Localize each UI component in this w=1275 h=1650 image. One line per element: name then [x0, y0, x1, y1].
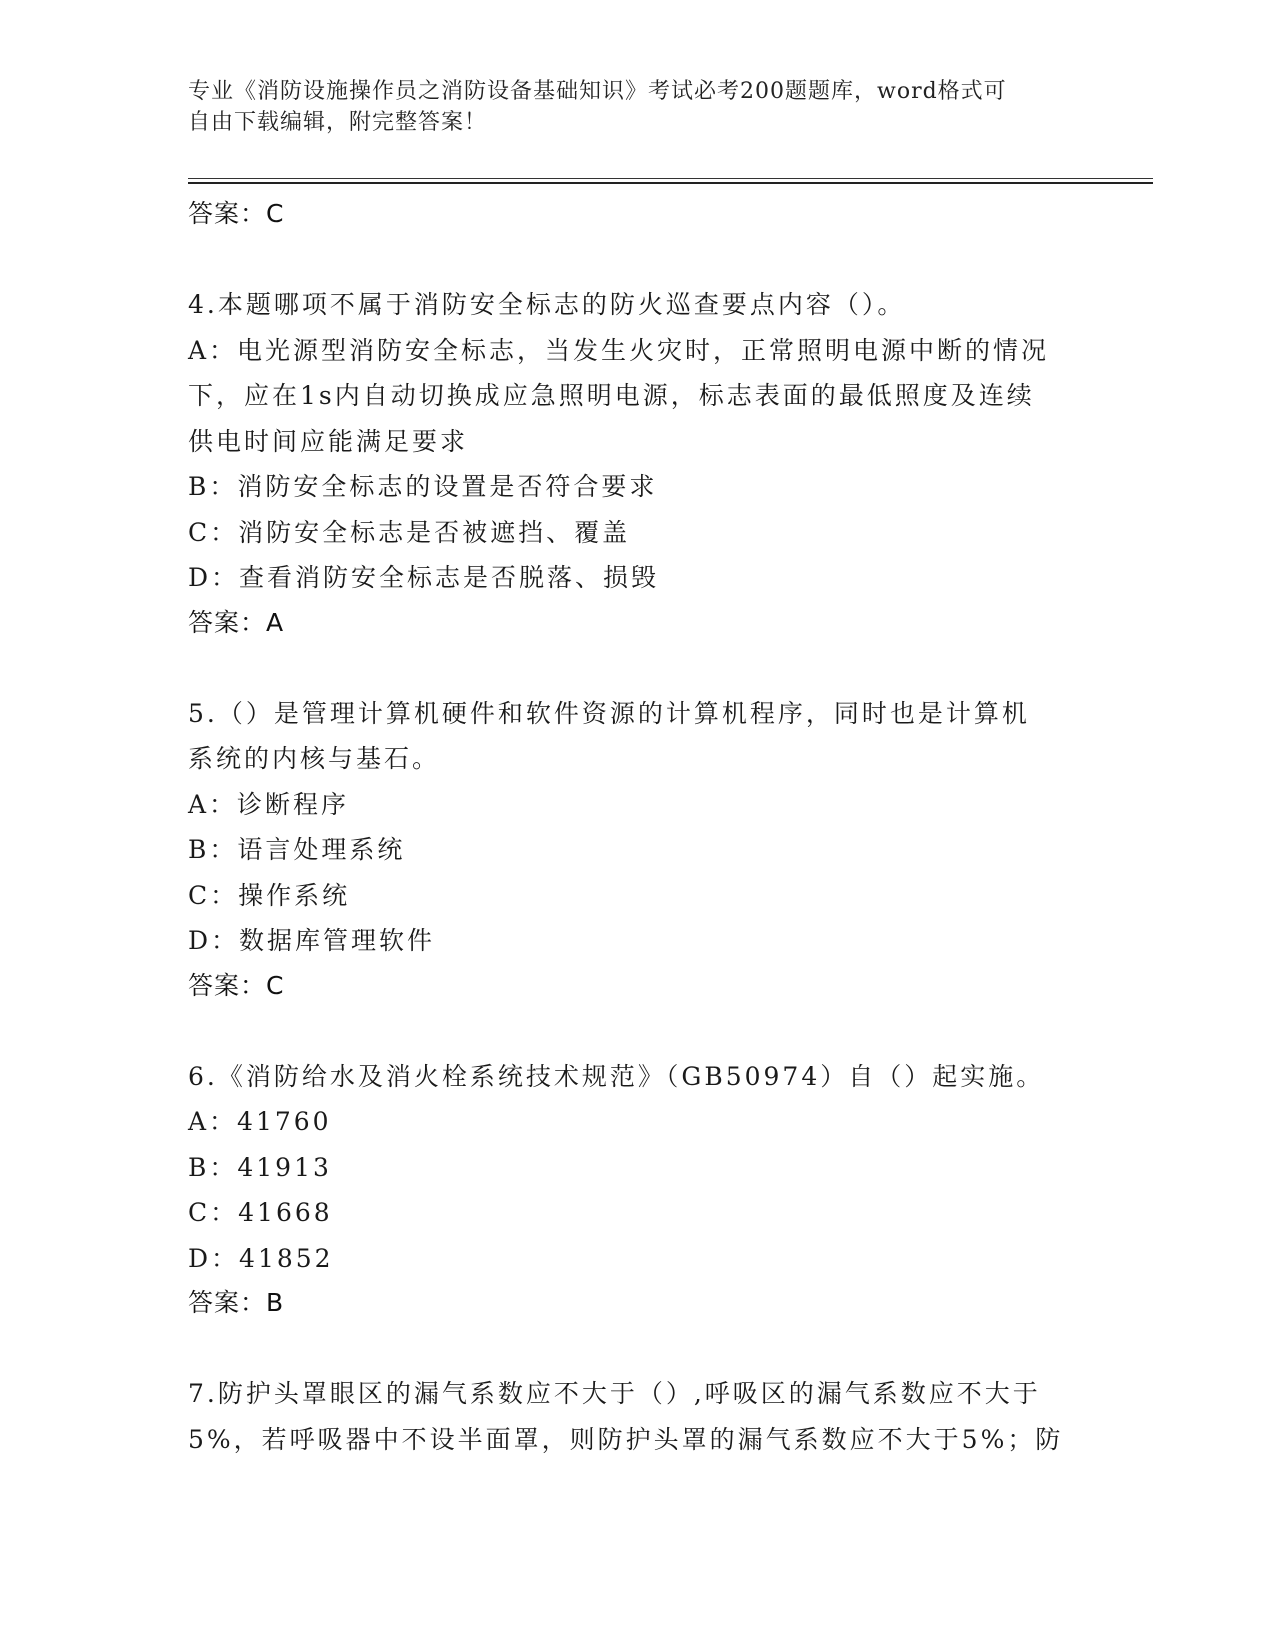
header-divider-thin	[188, 178, 1153, 179]
question-4-option-d: D：查看消防安全标志是否脱落、损毁	[188, 563, 660, 592]
question-6	[188, 1054, 1088, 1326]
question-6-option-c: C：41668	[188, 1198, 333, 1227]
question-4-stem: 4.本题哪项不属于消防安全标志的防火巡查要点内容（）。	[188, 290, 906, 319]
question-content	[188, 192, 1088, 1462]
question-4	[188, 282, 1088, 645]
question-4-option-a-line-3: 供电时间应能满足要求	[188, 426, 469, 456]
question-5	[188, 691, 1088, 1008]
question-5-stem-line-2: 系统的内核与基石。	[188, 744, 441, 773]
question-7-stem-line-1: 7.防护头罩眼区的漏气系数应不大于（）,呼吸区的漏气系数应不大于	[188, 1379, 1041, 1408]
answer-q3: 答案：C	[188, 199, 285, 228]
question-6-option-d: D：41852	[188, 1243, 334, 1273]
question-5-option-d: D：数据库管理软件	[188, 926, 436, 955]
question-5-stem-line-1: 5.（）是管理计算机硬件和软件资源的计算机程序，同时也是计算机	[188, 698, 1030, 728]
answer-q5: 答案：C	[188, 970, 285, 1000]
question-7	[188, 1371, 1088, 1462]
question-5-option-b: B：语言处理系统	[188, 835, 406, 864]
document-header	[188, 76, 1088, 138]
question-4-option-a-line-1: A：电光源型消防安全标志，当发生火灾时，正常照明电源中断的情况	[188, 335, 1050, 365]
question-6-option-a: A：41760	[188, 1107, 332, 1136]
question-4-option-b: B：消防安全标志的设置是否符合要求	[188, 472, 658, 501]
question-4-option-a-line-2: 下，应在1s内自动切换成应急照明电源，标志表面的最低照度及连续	[188, 381, 1035, 410]
question-5-option-a: A：诊断程序	[188, 789, 350, 819]
header-divider-thick	[188, 182, 1153, 184]
question-6-option-b: B：41913	[188, 1152, 332, 1182]
question-4-option-c: C：消防安全标志是否被遮挡、覆盖	[188, 517, 631, 547]
question-6-stem: 6.《消防给水及消火栓系统技术规范》（GB50974）自（）起实施。	[188, 1061, 1045, 1091]
question-5-option-c: C：操作系统	[188, 880, 351, 910]
answer-q6: 答案：B	[188, 1288, 285, 1317]
header-title-line-2: 自由下载编辑，附完整答案！	[188, 110, 488, 135]
answer-q4: 答案：A	[188, 607, 285, 637]
question-7-stem-line-2: 5%，若呼吸器中不设半面罩，则防护头罩的漏气系数应不大于5%；防	[188, 1424, 1064, 1454]
header-title-line-1: 专业《消防设施操作员之消防设备基础知识》考试必考200题题库，word格式可	[188, 79, 1007, 104]
